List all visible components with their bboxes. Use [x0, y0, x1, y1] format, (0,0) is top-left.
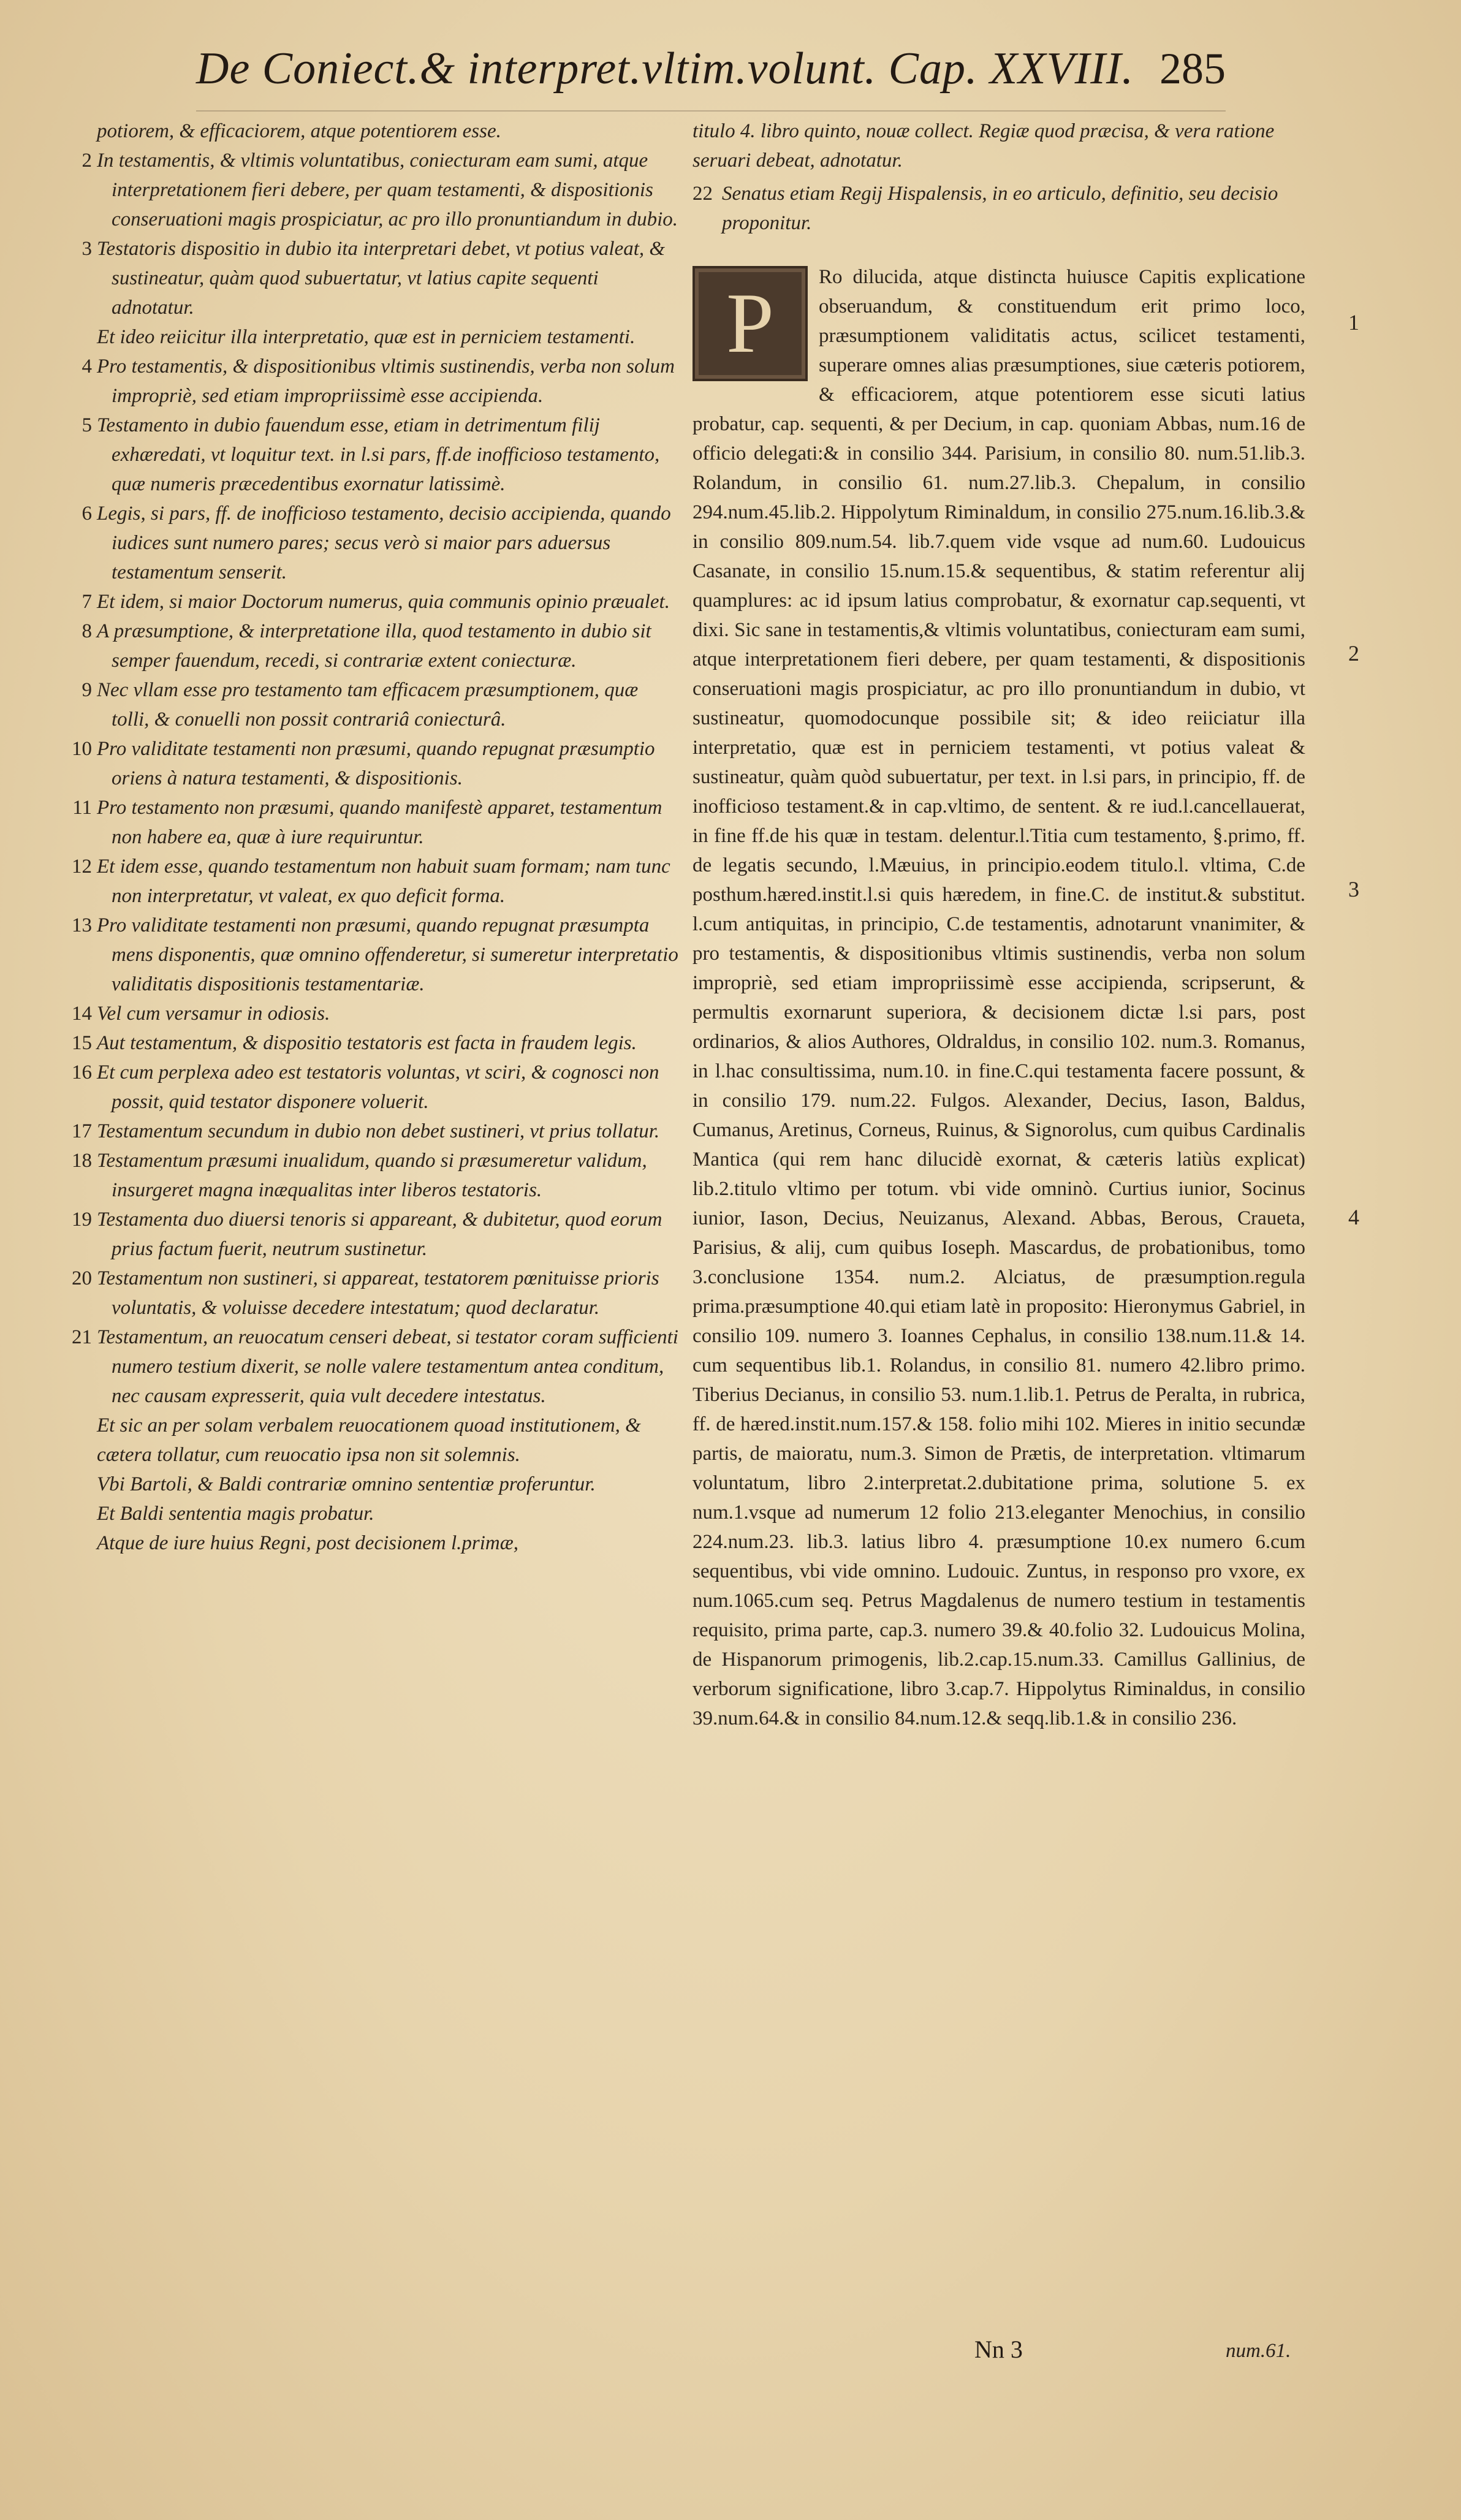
- summary-item: 18 Testamentum præsumi inualidum, quando si præsumeretur validum, insurgeret magna inæqualitas inter liberos testatoris.: [72, 1150, 647, 1201]
- header-rule: [196, 110, 1226, 112]
- summary-item: 20 Testamentum non sustineri, si appareat, testatorem pœnituisse prioris voluntatis, & voluisse decedere intestatum; quod declaratur.: [72, 1267, 659, 1319]
- summary-item: 14 Vel cum versamur in odiosis.: [72, 1003, 330, 1025]
- summary-item: 8 A præsumptione, & interpretatione illa, quod testamento in dubio sit semper fauendum, recedi, si contrariæ extent coniecturæ.: [82, 620, 651, 672]
- page-header: [196, 43, 1226, 110]
- summary-item: 15 Aut testamentum, & dispositio testatoris est facta in fraudem legis.: [72, 1032, 637, 1054]
- margin-mark: 1: [1348, 310, 1359, 335]
- summary-column: [67, 116, 680, 2408]
- summary-item: 10 Pro validitate testamenti non præsumi, quando repugnat præsumptio oriens à natura testamenti, & dispositionis.: [72, 738, 655, 789]
- summary-item: 11 Pro testamento non præsumi, quando manifestè apparet, testamentum non habere ea, quæ à iure requiruntur.: [72, 797, 662, 848]
- summary-item: 3 Testatoris dispositio in dubio ita interpretari debet, vt potius valeat, & sustineatur, quàm quod subuertatur, vt latius capite sequenti adnotatur.: [82, 238, 666, 319]
- margin-notes: [1348, 0, 1385, 2520]
- summary-item: 12 Et idem esse, quando testamentum non habuit suam formam; nam tunc non interpretatur, vt valeat, ex quo deficit forma.: [72, 856, 670, 907]
- summary-item: 5 Testamento in dubio fauendum esse, etiam in detrimentum filij exhæredati, vt loquitur text. in l.si pars, ff.de inofficioso testamento, quæ numeris præcedentibus exornatur latissimè.: [82, 414, 660, 495]
- catchword: num.61.: [1226, 2340, 1291, 2362]
- margin-mark: 4: [1348, 1205, 1359, 1229]
- summary-item: 17 Testamentum secundum in dubio non debet sustineri, vt prius tollatur.: [72, 1120, 660, 1142]
- summary-item: Atque de iure huius Regni, post decisionem l.primæ,: [97, 1532, 519, 1554]
- summary-item: 9 Nec vllam esse pro testamento tam efficacem præsumptionem, quæ tolli, & conuelli non possit contrariâ coniecturâ.: [82, 679, 639, 731]
- drop-cap: P: [693, 266, 808, 381]
- signature-mark: Nn 3: [974, 2336, 1023, 2363]
- summary-item: 16 Et cum perplexa adeo est testatoris voluntas, vt sciri, & cognosci non possit, quid testator disponere voluerit.: [72, 1061, 659, 1113]
- summary-item: 2 In testamentis, & vltimis voluntatibus, coniecturam eam sumi, atque interpretationem fieri debere, per quam testamenti, & dispositionis conseruationi magis prospiciatur, ac pro illo pronuntiandum in dubio.: [82, 150, 678, 230]
- summary-item: 6 Legis, si pars, ff. de inofficioso testamento, decisio accipienda, quando iudices sunt numero pares; secus verò si maior pars aduersus testamentum senserit.: [82, 503, 671, 583]
- body-paragraph: Ro dilucida, atque distincta huiusce Capitis explicatione obseruandum, & constituendum erit primo loco, præsumptionem validitatis actus, scilicet testamenti, superare omnes alias præsumptiones, siue cæteris potiorem, & efficaciorem, atque potentiorem esse sicuti latius probatur, cap. sequenti, & per Decium, in cap. quoniam Abbas, num.16 de officio delegati:& in consilio 344. Parisium, in consilio 80. num.51.lib.3. Rolandum, in consilio 61. num.27.lib.3. Chepalum, in consilio 294.num.45.lib.2. Hippolytum Riminaldum, in consilio 275.num.16.lib.3.& in consilio 809.num.54. lib.7.quem vide vsque ad num.60. Ludouicus Casanate, in consilio 15.num.15.& sequentibus, & statim referentur alij quamplures: ac id ipsum latius comprobatur, & exornatur cap.sequenti, vt dixi. Sic sane in testamentis,& vltimis voluntatibus, coniecturam eam sumi, atque interpretationem fieri debere, per quam testamenti, & dispositionis conseruationi magis prospiciatur, ac pro illo pronuntiandum in dubio, vt sustineatur, quomodocunque possibile sit; & ideo reiiciatur illa interpretatio, quæ est in perniciem testamenti, vt potius valeat & sustineatur, quàm quòd subuertatur, per text. in l.si pars, in principio, ff. de inofficioso testament.& in cap.vltimo, de sentent. & re iud.l.cancellauerat, in fine ff.de his quæ in testam. delentur.l.Titia cum testamento, §.primo, ff. de legatis secundo, l.Mæuius, in principio.eodem titulo.l. vltima, C.de posthum.hæred.instit.l.si quis hæredem, in fine.C. de institut.& substitut. l.cum antiquitas, in principio, C.de testamentis, adnotarunt vnanimiter, & pro testamentis, & dispositionibus vltimis sustinendis, verba non solum impropriè, sed etiam impropriissimè esse accipienda, scripserunt, & permultis exornarunt superiora, & decisionem dictæ l.si pars, post ordinarios, & alios Authores, Oldraldus, in consilio 102. num.3. Romanus, in l.hac consultissima, num.10. in fine.C.qui testamenta facere possunt, & in consilio 179. num.22. Fulgos. Alexander, Decius, Iason, Baldus, Cumanus, Aretinus, Corneus, Ruinus, & Signorolus, cum quibus Cardinalis Mantica (qui rem hanc dilucidè exornat, & cæteris latiùs explicat) lib.2.titulo vltimo per totum. vbi vide omninò. Curtius iunior, Socinus iunior, Iason, Decius, Neuizanus, Alexand. Abbas, Berous, Craueta, Parisius, & alij, cum quibus Ioseph. Mascardus, de probationibus, tomo 3.conclusione 1354. num.2. Alciatus, de præsumption.regula prima.præsumptione 40.qui etiam latè in proposito: Hieronymus Gabriel, in consilio 109. numero 3. Ioannes Cephalus, in consilio 138.num.11.& 14. cum sequentibus lib.1. Rolandus, in consilio 81. numero 42.libro primo. Tiberius Decianus, in consilio 53. num.1.lib.1. Petrus de Peralta, in rubrica, ff. de hæred.instit.num.157.& 158. folio mihi 102. Mieres in initio secundæ partis, de maioratu, num.3. Simon de Prætis, de interpretation. vltimarum voluntatum, libro 2.interpretat.2.dubitatione prima, solutione 5. ex num.1.vsque ad numerum 12 folio 213.eleganter Menochius, in consilio 224.num.23. lib.3. latius libro 4. præsumptione 10.ex numero 6.cum sequentibus, vbi vide omnino. Ludouic. Zuntus, in responso pro vxore, ex num.1065.cum seq. Petrus Magdalenus de numero testium in testamentis requisito, prima parte, cap.3. numero 39.& 40.folio 32. Ludouicus Molina, de Hispanorum primogenis, lib.2.cap.15.num.33. Camillus Gallinius, de verborum significatione, libro 3.cap.7. Hippolytus Riminaldus, in consilio 39.num.64.& in consilio 84.num.12.& seqq.lib.1.& in consilio 236.: [693, 266, 1305, 1729]
- summary-item: Et Baldi sententia magis probatur.: [97, 1503, 374, 1525]
- running-title: De Coniect.& interpret.vltim.volunt. Cap. XXVIII.: [196, 44, 1134, 94]
- summary-item: 13 Pro validitate testamenti non præsumi, quando repugnat præsumpta mens disponentis, quæ omnino offenderetur, si sumeretur interpretatio validitatis dispositionis testamentariæ.: [72, 914, 678, 995]
- main-column: [693, 116, 1305, 2408]
- body-text: [693, 262, 1305, 1733]
- summary-item: 19 Testamenta duo diuersi tenoris si appareant, & dubitetur, quod eorum prius factum fuerit, neutrum sustinetur.: [72, 1209, 662, 1260]
- summary-item: 4 Pro testamentis, & dispositionibus vltimis sustinendis, verba non solum impropriè, sed etiam impropriissimè esse accipienda.: [82, 355, 675, 407]
- summary-item: 22 Senatus etiam Regij Hispalensis, in eo articulo, definitio, seu decisio proponitur.: [693, 183, 1278, 234]
- summary-item: Vbi Bartoli, & Baldi contrariæ omnino sententiæ proferuntur.: [97, 1473, 596, 1495]
- summary-item: Et ideo reiicitur illa interpretatio, quæ est in perniciem testamenti.: [97, 326, 636, 348]
- summary-item: 21 Testamentum, an reuocatum censeri debeat, si testator coram sufficienti numero testium dixerit, se nolle valere testamentum antea conditum, nec causam expresserit, quia vult decedere intestatus.: [72, 1326, 678, 1407]
- margin-mark: 3: [1348, 877, 1359, 901]
- folio-number: 285: [1159, 44, 1226, 93]
- summary-item: potiorem, & efficaciorem, atque potentiorem esse.: [97, 120, 501, 142]
- continued-summary: titulo 4. libro quinto, nouæ collect. Regiæ quod præcisa, & vera ratione seruari debeat, adnotatur.: [693, 120, 1275, 172]
- margin-mark: 2: [1348, 641, 1359, 666]
- summary-item: 7 Et idem, si maior Doctorum numerus, quia communis opinio præualet.: [82, 591, 670, 613]
- summary-item: Et sic an per solam verbalem reuocationem quoad institutionem, & cætera tollatur, cum reuocatio ipsa non sit solemnis.: [97, 1414, 641, 1466]
